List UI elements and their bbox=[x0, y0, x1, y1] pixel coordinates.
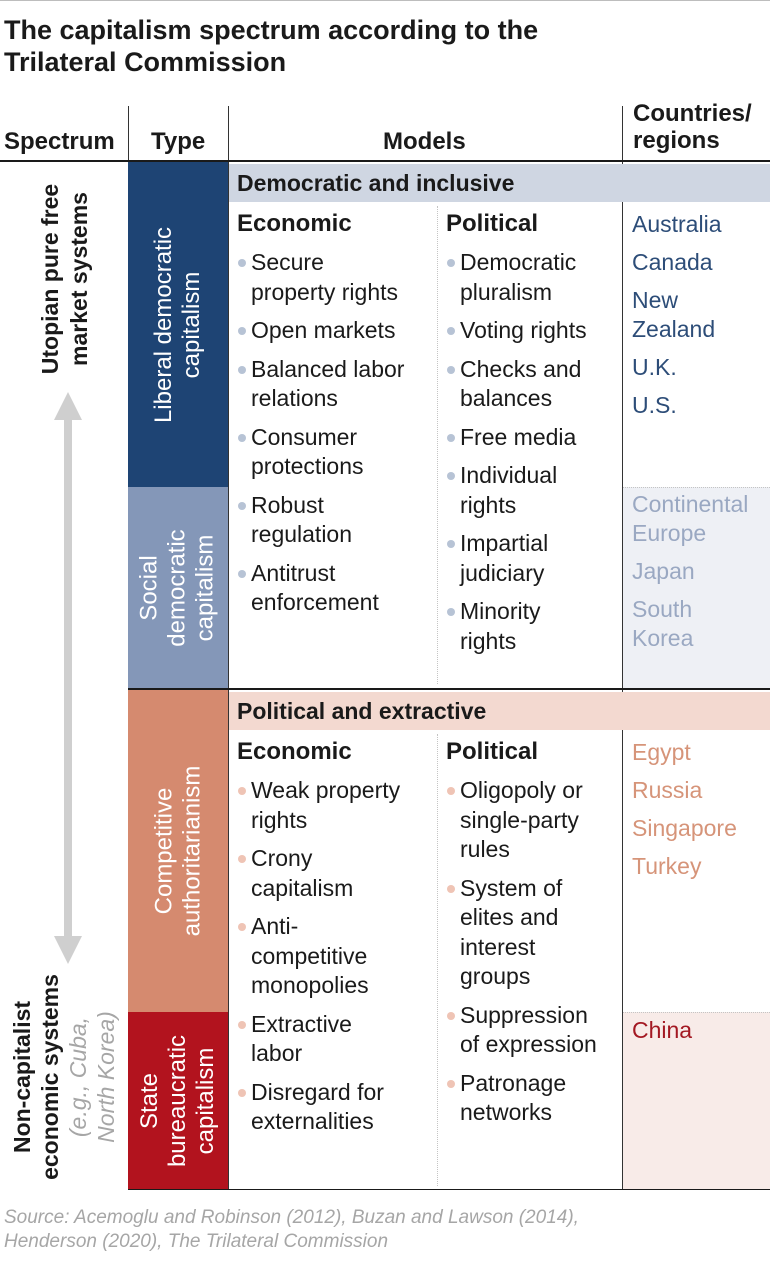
type-state-bureaucratic: State bureaucratic capitalism bbox=[128, 1012, 228, 1190]
list-item: Open markets bbox=[237, 316, 435, 346]
list-item: Extractive labor bbox=[237, 1010, 435, 1069]
list-item: Crony capitalism bbox=[237, 844, 435, 903]
list-item: Consumer protections bbox=[237, 423, 435, 482]
divider-type-models bbox=[228, 106, 229, 1190]
list-item: Voting rights bbox=[446, 316, 622, 346]
spectrum-arrow bbox=[50, 392, 86, 964]
list-item: System of elites and interest groups bbox=[446, 874, 622, 992]
regions-competitive bbox=[632, 738, 768, 890]
header-type: Type bbox=[151, 128, 206, 155]
list-item: Checks and balances bbox=[446, 355, 622, 414]
header-models: Models bbox=[383, 128, 466, 155]
list-item: Suppression of expression bbox=[446, 1001, 622, 1060]
type-competitive-authoritarianism: Competitive authoritarianism bbox=[128, 690, 228, 1012]
list-item: Antitrust enforcement bbox=[237, 559, 435, 618]
region-item: Russia bbox=[632, 777, 703, 803]
spectrum-top-label: Utopian pure free market systems bbox=[37, 183, 93, 375]
regions-state bbox=[632, 1016, 768, 1054]
list-item: Patronage networks bbox=[446, 1069, 622, 1128]
list-item: Minority rights bbox=[446, 597, 622, 656]
list-item: Anti- competitive monopolies bbox=[237, 912, 435, 1001]
region-item: Singapore bbox=[632, 815, 737, 841]
region-item: Turkey bbox=[632, 853, 702, 879]
region-item: U.K. bbox=[632, 354, 677, 380]
region-item: China bbox=[632, 1017, 693, 1043]
list-item: Individual rights bbox=[446, 461, 622, 520]
region-item: South Korea bbox=[632, 596, 694, 651]
header-countries: Countries/ regions bbox=[633, 100, 752, 154]
band-democratic-inclusive: Democratic and inclusive bbox=[229, 164, 770, 202]
list-item: Secure property rights bbox=[237, 248, 435, 307]
page-title: The capitalism spectrum according to the Trilateral Commission bbox=[4, 15, 539, 77]
region-item: Australia bbox=[632, 211, 722, 237]
list-item: Disregard for externalities bbox=[237, 1078, 435, 1137]
divider-dem-models bbox=[437, 206, 438, 684]
divider-ext-models bbox=[437, 734, 438, 1186]
regions-social bbox=[632, 490, 770, 662]
ext-political-heading: Political bbox=[446, 738, 539, 765]
region-item: Egypt bbox=[632, 739, 691, 765]
list-item: Robust regulation bbox=[237, 491, 435, 550]
divider-state bbox=[623, 1012, 770, 1013]
divider-social bbox=[623, 487, 770, 488]
bottom-rule bbox=[128, 1189, 770, 1190]
region-item: Japan bbox=[632, 558, 695, 584]
region-item: New Zealand bbox=[632, 287, 716, 342]
source-note: Source: Acemoglu and Robinson (2012), Buzan and Lawson (2014), Henderson (2020), The Trilateral Commission bbox=[4, 1207, 579, 1252]
regions-liberal bbox=[632, 210, 768, 429]
list-item: Oligopoly or single-party rules bbox=[446, 776, 622, 865]
dem-political-heading: Political bbox=[446, 210, 539, 237]
region-item: U.S. bbox=[632, 392, 677, 418]
header-rule bbox=[0, 160, 770, 162]
list-item: Free media bbox=[446, 423, 622, 453]
spectrum-example-note: (e.g., Cuba, North Korea) bbox=[65, 1011, 120, 1143]
divider-spectrum-type bbox=[128, 106, 129, 162]
header-spectrum: Spectrum bbox=[4, 128, 115, 155]
ext-economic-list bbox=[237, 776, 435, 1146]
ext-economic-heading: Economic bbox=[237, 738, 352, 765]
list-item: Impartial judiciary bbox=[446, 529, 622, 588]
list-item: Weak property rights bbox=[237, 776, 435, 835]
dem-political-list bbox=[446, 248, 622, 665]
dem-economic-heading: Economic bbox=[237, 210, 352, 237]
spectrum-bottom-label: Non-capitalist economic systems (e.g., Cuba, North Korea) bbox=[9, 974, 120, 1180]
list-item: Balanced labor relations bbox=[237, 355, 435, 414]
type-liberal-democratic: Liberal democratic capitalism bbox=[128, 162, 228, 487]
top-rule bbox=[0, 0, 770, 1]
type-social-democratic: Social democratic capitalism bbox=[128, 487, 228, 688]
region-item: Canada bbox=[632, 249, 713, 275]
list-item: Democratic pluralism bbox=[446, 248, 622, 307]
band-political-extractive: Political and extractive bbox=[229, 692, 770, 730]
region-item: Continental Europe bbox=[632, 491, 749, 546]
dem-economic-list bbox=[237, 248, 435, 627]
ext-political-list bbox=[446, 776, 622, 1137]
